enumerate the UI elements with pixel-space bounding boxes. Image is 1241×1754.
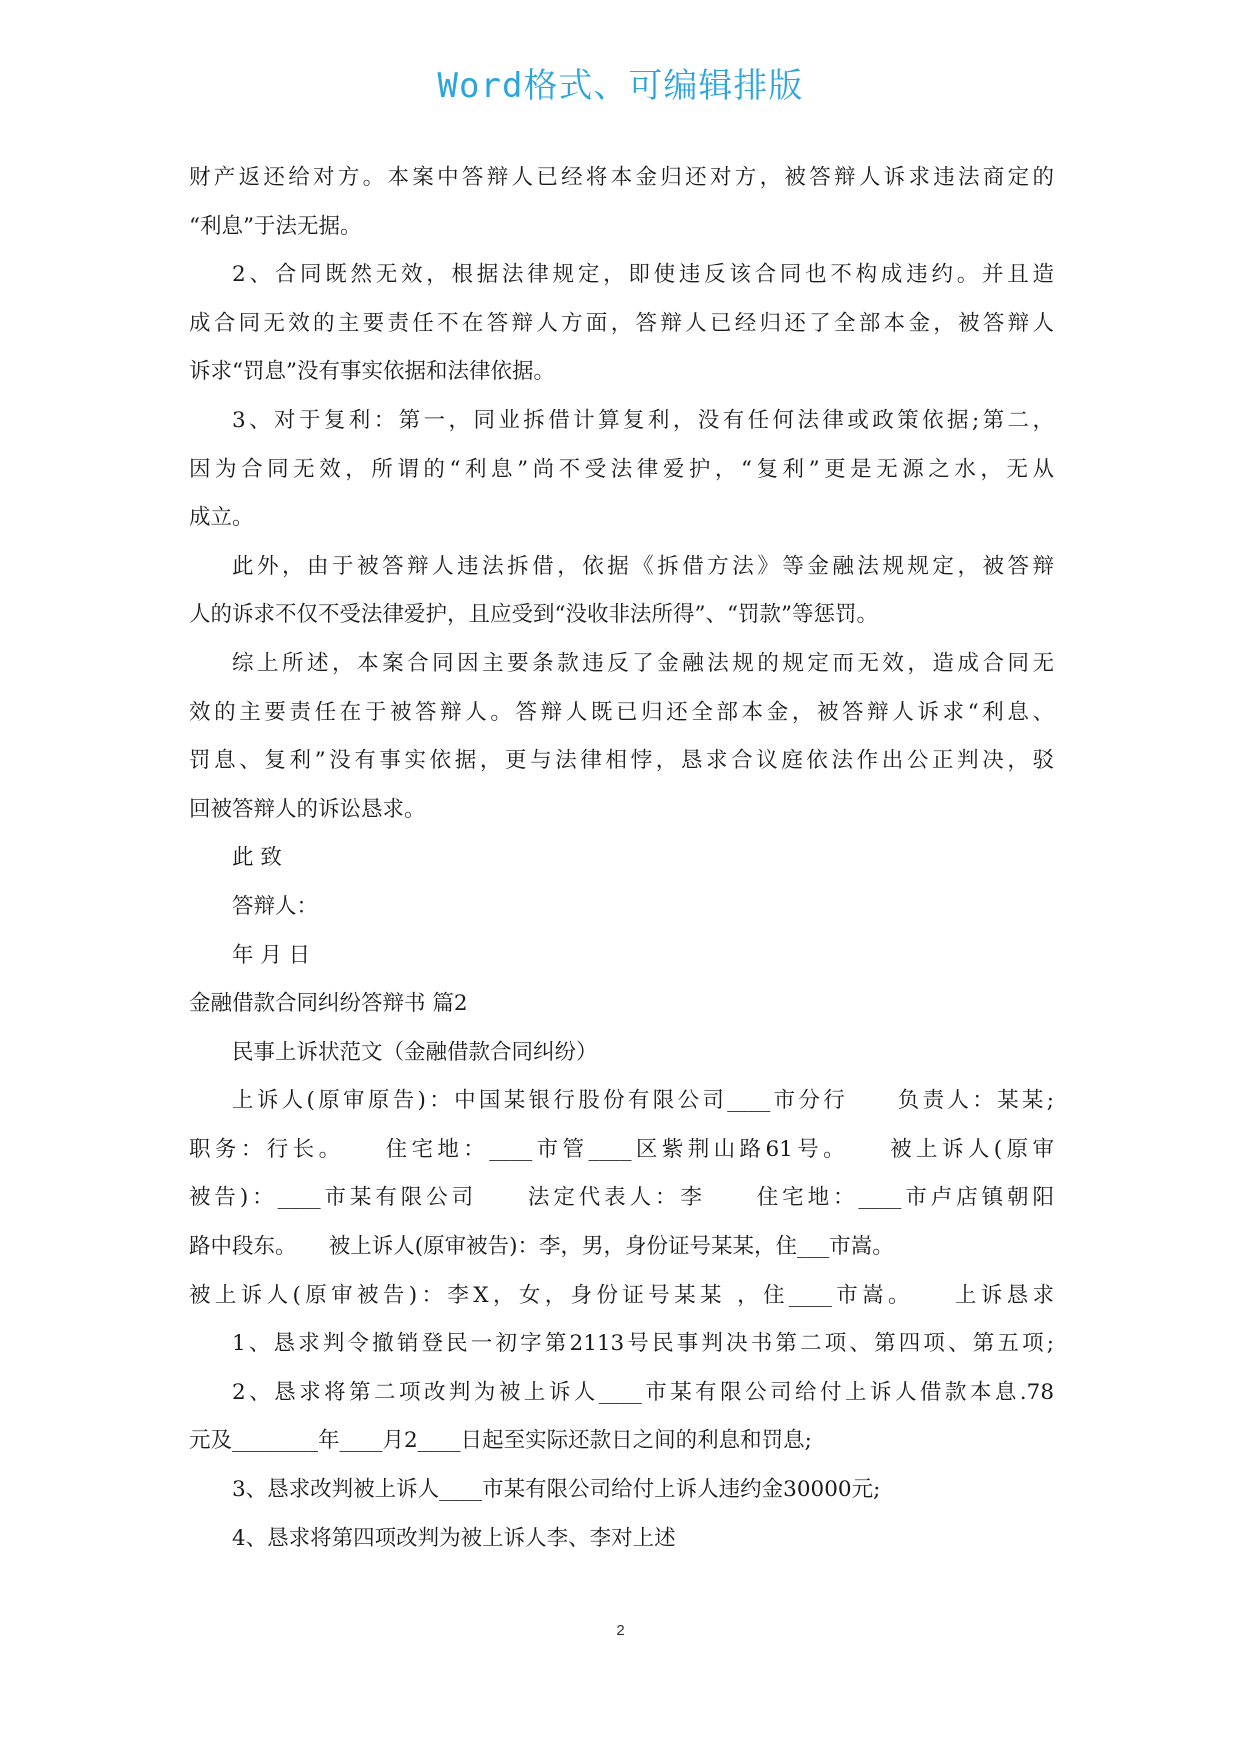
text-line: 3、对于复利：第一，同业拆借计算复利，没有任何法律或政策依据;第二，: [232, 407, 1054, 433]
text-line: 成立。: [189, 505, 254, 531]
text-line: 职务：行长。 住宅地：____市管____区紫荆山路61号。 被上诉人(原审: [189, 1136, 1054, 1162]
header-rest: 格式、可编辑排版: [523, 66, 804, 106]
text-line: 成合同无效的主要责任不在答辩人方面，答辩人已经归还了全部本金，被答辩人: [189, 310, 1054, 336]
text-line: 2、恳求将第二项改判为被上诉人____市某有限公司给付上诉人借款本息.78: [232, 1379, 1054, 1405]
text-line: 此 致: [232, 845, 282, 871]
document-header: [0, 58, 1241, 107]
text-line: 诉求“罚息”没有事实依据和法律依据。: [189, 359, 555, 385]
text-line: 财产返还给对方。本案中答辩人已经将本金归还对方，被答辩人诉求违法商定的: [189, 165, 1054, 190]
text-line: 金融借款合同纠纷答辩书 篇2: [189, 991, 468, 1017]
text-line: 民事上诉状范文（金融借款合同纠纷）: [232, 1039, 598, 1065]
text-line: 上诉人(原审原告)：中国某银行股份有限公司____市分行 负责人：某某;: [232, 1088, 1054, 1114]
text-line: 路中段东。 被上诉人(原审被告)：李，男，身份证号某某，住___市嵩。: [189, 1234, 894, 1260]
text-line: 人的诉求不仅不受法律爱护，且应受到“没收非法所得”、“罚款”等惩罚。: [189, 602, 878, 628]
text-line: 元及________年____月2____日起至实际还款日之间的利息和罚息;: [189, 1428, 812, 1454]
text-line: 被告)：____市某有限公司 法定代表人：李 住宅地：____市卢店镇朝阳: [189, 1185, 1054, 1211]
text-line: 综上所述，本案合同因主要条款违反了金融法规的规定而无效，造成合同无: [232, 650, 1054, 676]
text-line: 回被答辩人的诉讼恳求。: [189, 796, 426, 822]
header-word: Word: [437, 66, 524, 106]
text-line: 1、恳求判令撤销登民一初字第2113号民事判决书第二项、第四项、第五项;: [232, 1331, 1054, 1357]
text-line: 3、恳求改判被上诉人____市某有限公司给付上诉人违约金30000元;: [232, 1477, 881, 1503]
text-line: 2、合同既然无效，根据法律规定，即使违反该合同也不构成违约。并且造: [232, 262, 1054, 288]
page-number: 2: [616, 1622, 625, 1639]
text-line: 罚息、复利”没有事实依据，更与法律相悖，恳求合议庭依法作出公正判决，驳: [189, 748, 1054, 774]
document-body: [189, 154, 1054, 1563]
text-line: 年 月 日: [232, 942, 311, 968]
text-line: 效的主要责任在于被答辩人。答辩人既已归还全部本金，被答辩人诉求“利息、: [189, 699, 1054, 725]
text-line: 答辩人：: [232, 893, 319, 919]
text-line: 此外，由于被答辩人违法拆借，依据《拆借方法》等金融法规规定，被答辩: [232, 553, 1054, 579]
text-line: 被上诉人(原审被告)：李X，女，身份证号某某 ，住____市嵩。 上诉恳求: [189, 1282, 1054, 1308]
text-line: 因为合同无效，所谓的“利息”尚不受法律爱护，“复利”更是无源之水，无从: [189, 456, 1054, 482]
text-line: 4、恳求将第四项改判为被上诉人李、李对上述: [232, 1525, 676, 1551]
text-line: “利息”于法无据。: [189, 213, 362, 239]
